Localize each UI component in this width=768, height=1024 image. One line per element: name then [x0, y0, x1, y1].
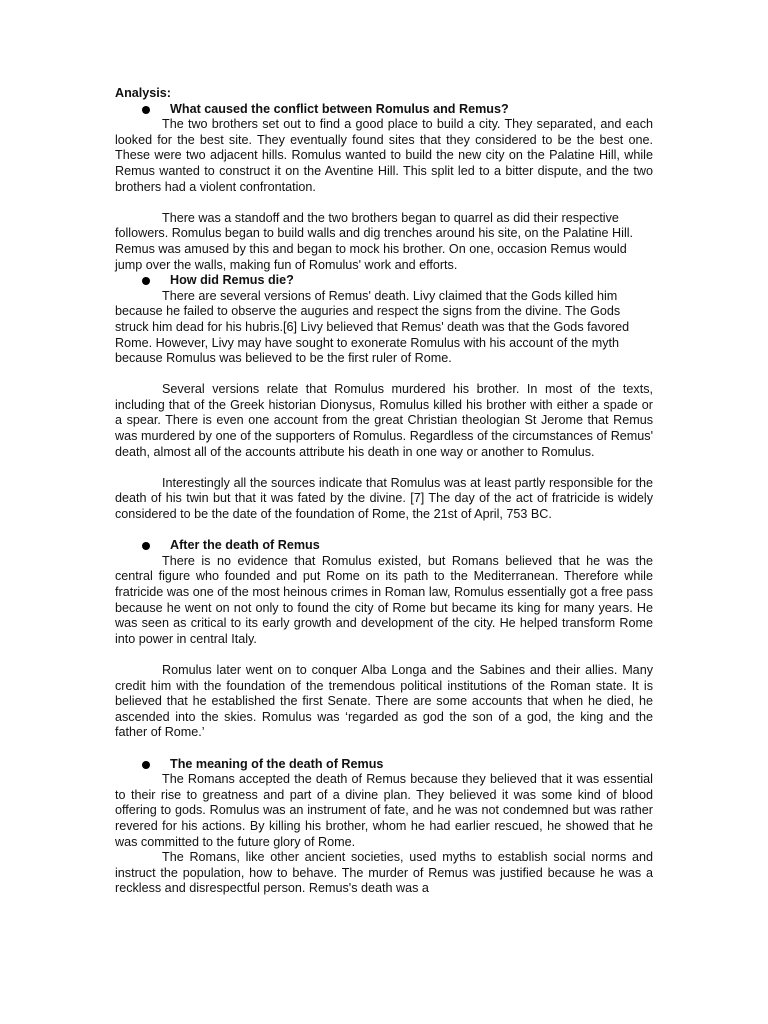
paragraph: Interestingly all the sources indicate that Romulus was at least partly responsible for the death of his twin but that it was fated by the divine. [7] The day of the act of fratricide is widely considered to be the date of the foundation of Rome, the 21st of April, 753 BC. — [115, 475, 653, 522]
bullet-icon — [142, 542, 150, 550]
section-heading-after-death — [115, 538, 653, 554]
section-heading-remus-death — [115, 273, 653, 289]
paragraph: The Romans accepted the death of Remus because they believed that it was essential to their rise to greatness and part of a divine plan. They believed it was some kind of blood offering to gods. Romulus was an instrument of fate, and he was not condemned but was rather revered for his actions. By killing his brother, whom he had earlier rescued, he showed that he was committed to the future glory of Rome. — [115, 772, 653, 849]
section-heading-conflict — [115, 102, 653, 118]
analysis-heading: Analysis: — [115, 86, 171, 100]
paragraph: There are several versions of Remus' death. Livy claimed that the Gods killed him because he failed to observe the auguries and respect the signs from the divine. The Gods struck him dead for his hubris.[6] Livy believed that Remus' death was that the Gods favored Rome. However, Livy may have sought to exonerate Romulus with his account of the myth because Romulus was believed to be the first ruler of Rome. — [115, 288, 630, 366]
document-page — [115, 86, 653, 897]
bullet-icon — [142, 277, 150, 285]
bullet-icon — [142, 106, 150, 114]
section-title: After the death of Remus — [170, 538, 320, 553]
paragraph: Several versions relate that Romulus murdered his brother. In most of the texts, including that of the Greek historian Dionysus, Romulus killed his brother with either a spade or a spear. There is even one account from the great Christian theologian St Jerome that Remus was murdered by one of the supporters of Romulus. Regardless of the circumstances of Remus' death, almost all of the accounts attribute his death in one way or another to Romulus. — [115, 382, 653, 459]
section-title: The meaning of the death of Remus — [170, 756, 384, 771]
paragraph: Romulus later went on to conquer Alba Longa and the Sabines and their allies. Many credit him with the foundation of the tremendous political institutions of the Roman state. It is believed that he established the first Senate. There are some accounts that when he died, he ascended into the skies. Romulus was ‘regarded as god the son of a god, the king and the father of Rome.’ — [115, 662, 653, 740]
section-heading-meaning — [115, 757, 653, 773]
paragraph: The Romans, like other ancient societies, used myths to establish social norms and instruct the population, how to behave. The murder of Remus was justified because he was a reckless and disrespectful person. Remus's death was a — [115, 850, 653, 896]
paragraph: The two brothers set out to find a good place to build a city. They separated, and each looked for the best site. They eventually found sites that they considered to be the best one. These were two adjacent hills. Romulus wanted to build the new city on the Palatine Hill, while Remus wanted to construct it on the Aventine Hill. This split led to a bitter dispute, and the two brothers had a violent confrontation. — [115, 117, 653, 194]
section-title: How did Remus die? — [170, 273, 294, 288]
paragraph: There was a standoff and the two brothers began to quarrel as did their respective followers. Romulus began to build walls and dig trenches around his site, on the Palatine Hill. Remus was amused by this and began to mock his brother. On one, occasion Remus would jump over the walls, making fun of Romulus' work and efforts. — [115, 210, 634, 272]
paragraph: There is no evidence that Romulus existed, but Romans believed that he was the central figure who founded and put Rome on its path to the Mediterranean. Therefore while fratricide was one of the most heinous crimes in Roman law, Romulus essentially got a free pass because he went on not only to found the city of Rome but became its king for many years. He was seen as critical to its early growth and development of the city. He helped transform Rome into power in central Italy. — [115, 553, 653, 646]
section-title: What caused the conflict between Romulus and Remus? — [170, 101, 509, 116]
bullet-icon — [142, 761, 150, 769]
